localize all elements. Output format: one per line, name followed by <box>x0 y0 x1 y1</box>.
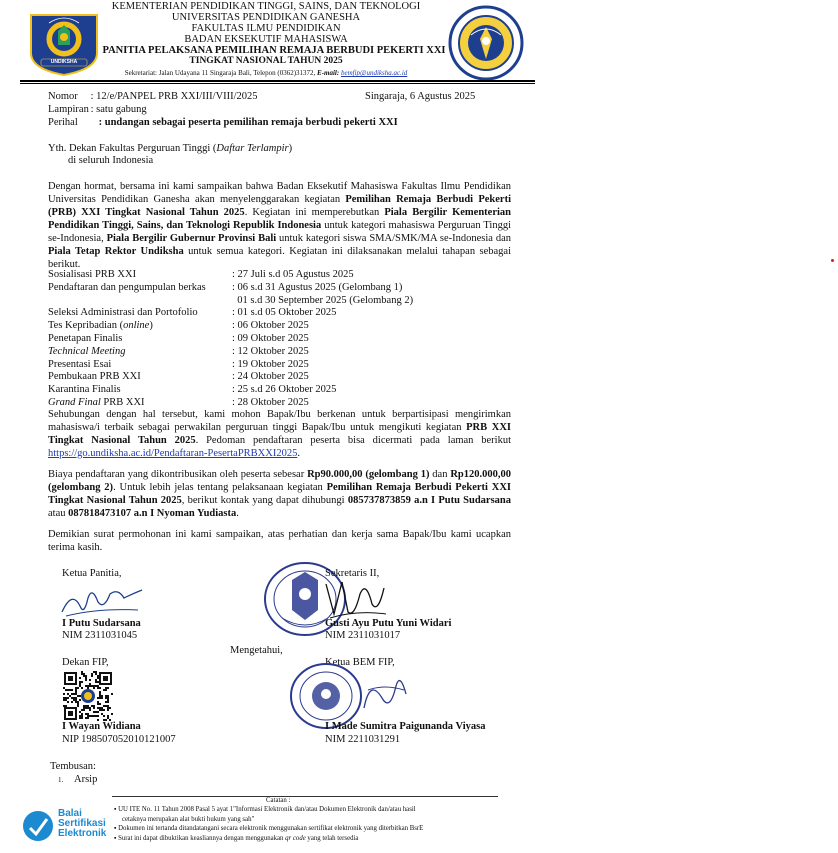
schedule-value: : 25 s.d 26 Oktober 2025 <box>232 384 337 396</box>
lampiran-value: : satu gabung <box>90 104 147 115</box>
p1-text-i: untuk semua kategori. Kegiatan ini dilaksanakan melalui tahapan sebagai berikut. <box>48 246 512 270</box>
bsre-line-1: Balai <box>58 808 82 819</box>
p3-text-e: . Untuk lebih jelas tentang pelaksanaan kegiatan <box>113 482 327 493</box>
schedule-value: 01 s.d 30 September 2025 (Gelombang 2) <box>232 294 414 306</box>
dekan-name-text: I Wayan Widiana <box>62 721 141 732</box>
schedule-label <box>48 295 232 308</box>
p1-text-c: . Kegiatan ini memperebutkan <box>244 207 385 218</box>
red-dot-mark <box>831 259 834 262</box>
p3-text-c: dan <box>429 469 451 480</box>
kop-kementerian: KEMENTERIAN PENDIDIKAN TINGGI, SAINS, DAN TEKNOLOGI <box>111 1 421 12</box>
logo-left-sub: UNDIKSHA <box>50 59 78 65</box>
p3-bold-j: 087818473107 a.n I Nyoman Yudiasta <box>68 508 237 519</box>
bem-name <box>325 721 485 734</box>
tembusan-label: Tembusan: <box>50 761 96 772</box>
bem-signature <box>360 668 410 716</box>
recipient-line-2: di seluruh Indonesia <box>68 155 154 166</box>
bem-nim: NIM 2211031291 <box>325 734 401 745</box>
kop-bem: BADAN EKSEKUTIF MAHASISWA <box>184 34 348 45</box>
p3-text-a: Biaya pendaftaran yang dikontribusikan oleh peserta sebesar <box>48 469 308 480</box>
schedule-value: : 06 Oktober 2025 <box>232 320 309 332</box>
schedule-list <box>48 269 413 410</box>
body-paragraph-4: Demikian surat permohonan ini kami sampaikan, atas perhatian dan kerja sama Bapak/Ibu kami ucapkan terima kasih. <box>48 529 511 553</box>
footer-notes <box>114 805 514 843</box>
kop-address <box>0 69 532 77</box>
dekan-qr-code <box>63 671 113 721</box>
p3-text-k: . <box>236 508 239 519</box>
sekretaris-name-text: Gusti Ayu Putu Yuni Widari <box>325 618 452 629</box>
p1-text-g: untuk kategori siswa SMA/SMK/MA se-Indonesia dan <box>276 233 511 244</box>
body-paragraph-1 <box>48 180 511 271</box>
p1-text-e: untuk kategori mahasiswa Perguruan Tinggi se-Indonesia, <box>48 220 512 244</box>
schedule-value: : 19 Oktober 2025 <box>232 358 309 370</box>
schedule-row <box>48 371 413 384</box>
schedule-label: Pembukaan PRB XXI <box>48 371 141 383</box>
footer-note-1b: cetaknya merupakan alat bukti hukum yang sah" <box>122 815 255 823</box>
schedule-label: Technical Meeting <box>48 345 126 357</box>
tembusan-text: Arsip <box>74 774 98 785</box>
footer-note-1 <box>114 805 514 815</box>
schedule-row <box>48 307 413 320</box>
schedule-label: Grand Final PRB XXI <box>48 396 145 408</box>
tembusan-num: 1. <box>58 776 64 784</box>
p3-text-g: , berikut kontak yang dapat dihubungi <box>181 495 348 506</box>
registration-link[interactable]: https://go.undiksha.ac.id/Pendaftaran-PesertaPRBXXI2025 <box>48 448 298 459</box>
sekretaris-signature <box>320 574 390 622</box>
perihal-row <box>48 116 398 129</box>
perihal-value: : undangan sebagai peserta pemilihan remaja berbudi pekerti XXI <box>98 117 398 128</box>
schedule-row <box>48 359 413 372</box>
p2-text-d: . <box>297 448 300 459</box>
recipient-suffix: ) <box>288 143 293 154</box>
schedule-row <box>48 384 413 397</box>
p2-bold-b: PRB XXI Tingkat Nasional Tahun 2025 <box>48 422 511 446</box>
p1-bold-h: Piala Tetap Rektor Undiksha <box>48 246 184 257</box>
lampiran-label: Lampiran <box>48 104 89 115</box>
letter-date: Singaraja, 6 Agustus 2025 <box>365 91 476 102</box>
dekan-name <box>62 721 141 734</box>
email-label: E-mail: <box>317 69 340 77</box>
kop-universitas: UNIVERSITAS PENDIDIKAN GANESHA <box>171 12 361 23</box>
dekan-nip: NIP 198507052010121007 <box>62 734 176 745</box>
sekretaris-nim: NIM 2311031017 <box>325 630 401 641</box>
schedule-row <box>48 333 413 346</box>
ketua-name <box>62 618 141 631</box>
schedule-label: Sosialisasi PRB XXI <box>48 269 137 280</box>
ketua-role: Ketua Panitia, <box>62 568 122 579</box>
p1-bold-d: Piala Bergilir Kementerian Pendidikan Tinggi, Sains, dan Teknologi Republik Indonesia <box>48 207 511 231</box>
kop-tahun: TINGKAT NASIONAL TAHUN 2025 <box>189 56 343 66</box>
nomor-value: : 12/e/PANPEL PRB XXI/III/VIII/2025 <box>90 91 258 102</box>
schedule-label: Karantina Finalis <box>48 384 121 396</box>
mengetahui: Mengetahui, <box>230 645 283 656</box>
schedule-row <box>48 320 413 333</box>
schedule-value: : 24 Oktober 2025 <box>232 371 309 383</box>
footer-catatan: Catatan : <box>266 797 291 804</box>
tembusan-item <box>58 774 97 787</box>
schedule-label: Tes Kepribadian (online) <box>48 320 153 332</box>
note-3-text-c: yang telah tersedia <box>305 834 359 842</box>
nomor-label: Nomor <box>48 91 78 102</box>
body-paragraph-3 <box>48 468 511 520</box>
p3-bold-f: Pemilihan Remaja Berbudi Pekerti XXI Tingkat Nasional Tahun 2025 <box>48 482 512 506</box>
kop-rule-thick <box>20 80 535 82</box>
schedule-label: Pendaftaran dan pengumpulan berkas <box>48 281 206 293</box>
schedule-value: : 28 Oktober 2025 <box>232 396 309 408</box>
kop-rule-thin <box>20 83 535 84</box>
bem-name-text: I Made Sumitra Paigunanda Viyasa <box>325 721 486 732</box>
p3-bold-b: Rp90.000,00 (gelombang 1) <box>307 469 430 480</box>
bem-role: Ketua BEM FIP, <box>325 657 395 668</box>
body-paragraph-2 <box>48 408 511 460</box>
p3-text-i: atau <box>48 508 69 519</box>
dekan-role: Dekan FIP, <box>62 657 109 668</box>
sekretaris-name <box>325 618 451 631</box>
footer-note-3 <box>114 834 514 844</box>
schedule-label: Presentasi Esai <box>48 358 112 370</box>
schedule-row <box>48 295 413 308</box>
perihal-label: Perihal <box>48 117 78 128</box>
footer-note-2 <box>114 824 514 834</box>
email-link[interactable]: bemfip@undiksha.ac.id <box>340 69 408 77</box>
ketua-name-text: I Putu Sudarsana <box>62 618 141 629</box>
schedule-value: : 01 s.d 05 Oktober 2025 <box>232 307 337 319</box>
sekretaris-role: Sekretaris II, <box>325 568 380 579</box>
schedule-row <box>48 346 413 359</box>
p3-bold-d: Rp120.000,00 (gelombang 2) <box>48 469 512 493</box>
schedule-row <box>48 269 413 282</box>
bsre-line-2: Sertifikasi <box>58 818 106 829</box>
recipient-italic: Daftar Terlampir <box>216 143 289 154</box>
bullet-icon: ▪ <box>114 806 119 813</box>
p1-bold-b: Pemilihan Remaja Berbudi Pekerti (PRB) XXI Tingkat Nasional Tahun 2025 <box>48 194 511 218</box>
p1-text-a: Dengan hormat, bersama ini kami sampaikan bahwa Badan Eksekutif Mahasiswa Fakultas Ilmu Pendidikan Universitas Pendidikan Ganesha akan menyelenggarakan kegiatan <box>48 181 511 205</box>
bsre-text <box>58 809 106 839</box>
kop-panitia: PANITIA PELAKSANA PEMILIHAN REMAJA BERBUDI PEKERTI XXI <box>102 45 446 56</box>
bsre-logo <box>22 810 54 842</box>
note-3-italic: qr code <box>285 834 306 842</box>
p2-text-a: Sehubungan dengan hal tersebut, kami mohon Bapak/Ibu berkenan untuk berpartisipasi mengirimkan mahasiswa/i terbaik sebagai perwakilan perguruan tinggi Bapak/Ibu untuk mengikuti kegiatan <box>48 409 511 433</box>
note-1-text: UU ITE No. 11 Tahun 2008 Pasal 5 ayat 1"Informasi Elektronik dan/atau Dokumen Elektronik dan/atau hasil <box>118 806 416 813</box>
p3-bold-h: 085737873859 a.n I Putu Sudarsana <box>347 495 511 506</box>
schedule-label: Penetapan Finalis <box>48 332 123 344</box>
kop-fakultas: FAKULTAS ILMU PENDIDIKAN <box>191 23 341 34</box>
lampiran-row <box>48 103 147 116</box>
address-text: Sekretariat: Jalan Udayana 11 Singaraja Bali, Telepon (0362)31372, <box>124 69 316 77</box>
schedule-row <box>48 282 413 295</box>
bsre-line-3: Elektronik <box>58 828 107 839</box>
bullet-icon: ▪ <box>114 834 119 842</box>
schedule-value: : 06 s.d 31 Agustus 2025 (Gelombang 1) <box>232 281 403 293</box>
p2-text-c: . Pedoman pendaftaran peserta bisa dicermati pada laman berikut <box>195 435 511 446</box>
schedule-label: Seleksi Administrasi dan Portofolio <box>48 307 198 319</box>
bullet-icon: ▪ <box>114 825 119 832</box>
p1-bold-f: Piala Bergilir Gubernur Provinsi Bali <box>106 233 277 244</box>
schedule-value: : 12 Oktober 2025 <box>232 345 309 357</box>
schedule-value: : 27 Juli s.d 05 Agustus 2025 <box>232 269 354 280</box>
note-3-text-a: Surat ini dapat dibuktikan keasliannya dengan menggunakan <box>118 834 286 842</box>
nomor-row <box>48 90 518 103</box>
ketua-signature <box>58 580 148 620</box>
recipient-prefix: Yth. Dekan Fakultas Perguruan Tinggi ( <box>48 143 217 154</box>
ketua-nim: NIM 2311031045 <box>62 630 138 641</box>
footer-rule <box>112 796 498 797</box>
note-2-text: Dokumen ini tertanda ditandatangani secara elektronik menggunakan sertifikat elektronik yang diterbitkan BsrE <box>118 825 424 832</box>
schedule-value: : 09 Oktober 2025 <box>232 332 309 344</box>
